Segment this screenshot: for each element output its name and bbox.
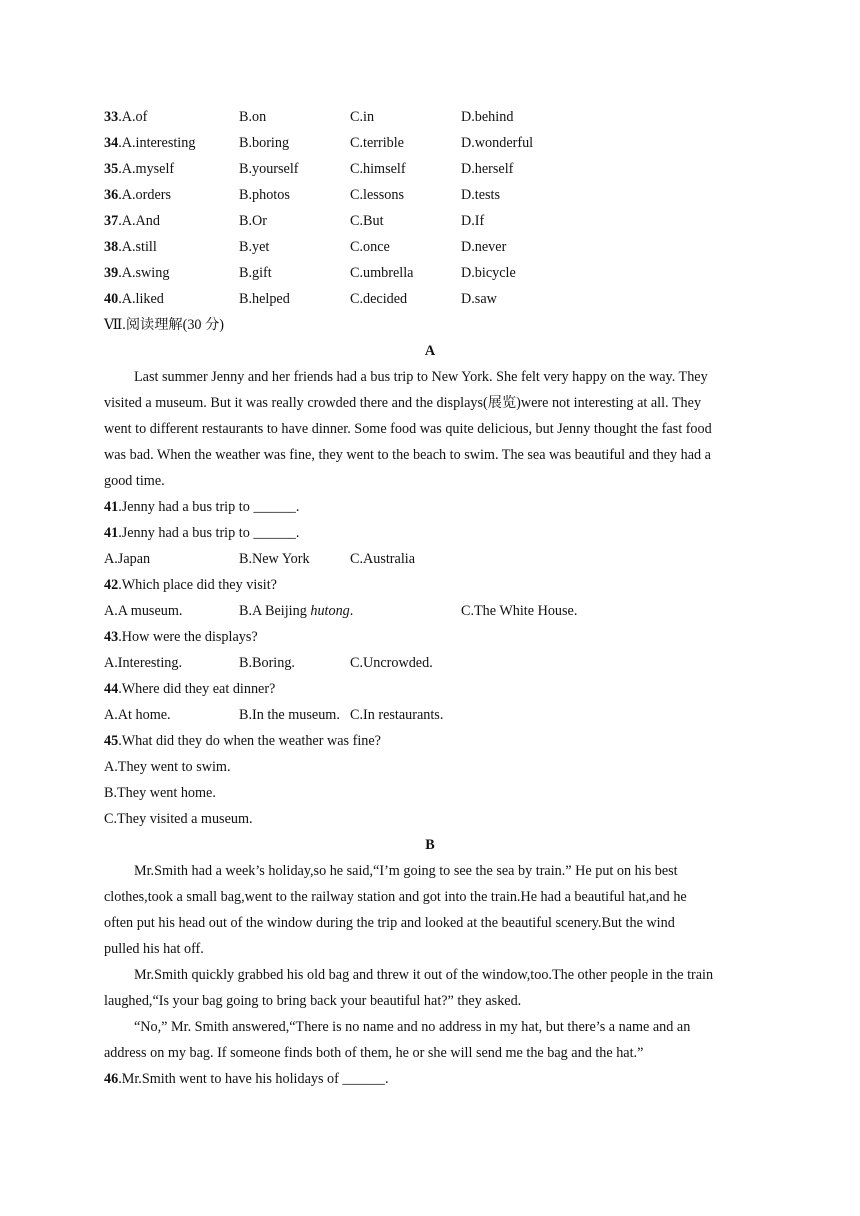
option-b-end: . <box>349 603 354 619</box>
passage-b-line: laughed,“Is your bag going to bring back your beautiful hat?” they asked. <box>104 993 522 1009</box>
question-text: .Mr.Smith went to have his holidays of ______. <box>118 1071 389 1087</box>
cloze-option-row <box>104 104 704 130</box>
question-text: .How were the displays? <box>118 629 258 645</box>
passage-b-line: address on my bag. If someone finds both of them, he or she will send me the bag and the hat.” <box>104 1045 644 1061</box>
passage-b-line: pulled his hat off. <box>104 941 204 957</box>
option-b: B.photos <box>239 187 290 203</box>
question-text: .Where did they eat dinner? <box>118 681 276 697</box>
question-number: 45 <box>104 733 119 749</box>
option-b: B.gift <box>239 265 272 281</box>
option-c: C.But <box>350 213 384 229</box>
option-a: A.They went to swim. <box>104 759 231 775</box>
passage-a-line: good time. <box>104 473 165 489</box>
question-43-options <box>104 650 704 676</box>
question-number: 44 <box>104 681 119 697</box>
question-number: 34 <box>104 135 119 151</box>
question-number: 46 <box>104 1071 119 1087</box>
passage-b-line: Mr.Smith had a week’s holiday,so he said,“I’m going to see the sea by train.” He put on his best <box>134 863 678 879</box>
option-c: C.They visited a museum. <box>104 811 253 827</box>
option-a: .A.myself <box>118 161 175 177</box>
question-number: 43 <box>104 629 119 645</box>
question-42-options <box>104 598 704 624</box>
option-c: C.decided <box>350 291 408 307</box>
option-a: .A.swing <box>118 265 170 281</box>
question-42 <box>104 572 277 598</box>
option-a: .A.interesting <box>118 135 196 151</box>
cloze-option-row <box>104 130 704 156</box>
option-c: C.umbrella <box>350 265 414 281</box>
question-44 <box>104 676 275 702</box>
passage-b-line: “No,” Mr. Smith answered,“There is no name and no address in my hat, but there’s a name and an <box>134 1019 691 1035</box>
passage-b-line: Mr.Smith quickly grabbed his old bag and threw it out of the window,too.The other people in the train <box>134 967 714 983</box>
passage-a-line: Last summer Jenny and her friends had a bus trip to New York. She felt very happy on the way. They <box>134 369 708 385</box>
option-b: B.New York <box>239 551 310 567</box>
option-c: C.terrible <box>350 135 404 151</box>
option-a: .A.And <box>118 213 160 229</box>
option-b-text: B.A Beijing <box>239 603 311 619</box>
question-text: .Which place did they visit? <box>118 577 277 593</box>
section-title: Ⅶ.阅读理解(30 分) <box>104 317 224 333</box>
option-a: .A.liked <box>118 291 164 307</box>
option-a: A.A museum. <box>104 603 183 619</box>
question-46 <box>104 1066 389 1092</box>
cloze-option-row <box>104 208 704 234</box>
option-d: D.bicycle <box>461 265 516 281</box>
option-a: .A.of <box>118 109 148 125</box>
question-number: 42 <box>104 577 119 593</box>
question-text: .What did they do when the weather was fine? <box>118 733 381 749</box>
question-number: 40 <box>104 291 119 307</box>
cloze-option-row <box>104 234 704 260</box>
option-a: .A.orders <box>118 187 171 203</box>
option-b <box>239 598 353 624</box>
passage-a-label: A <box>424 343 436 359</box>
option-d: D.tests <box>461 187 501 203</box>
question-text: .Jenny had a bus trip to ______. <box>118 499 300 515</box>
option-b: B.Boring. <box>239 655 295 671</box>
option-b: B.helped <box>239 291 290 307</box>
question-number: 37 <box>104 213 119 229</box>
option-d: D.never <box>461 239 507 255</box>
passage-a-line: was bad. When the weather was fine, they went to the beach to swim. The sea was beautiful and they had a <box>104 447 711 463</box>
question-number: 33 <box>104 109 119 125</box>
option-d: D.wonderful <box>461 135 534 151</box>
option-b: B.In the museum. <box>239 707 340 723</box>
cloze-option-row <box>104 286 704 312</box>
option-c: C.in <box>350 109 375 125</box>
option-c: C.lessons <box>350 187 404 203</box>
question-number: 39 <box>104 265 119 281</box>
option-a: .A.still <box>118 239 157 255</box>
question-text: .Jenny had a bus trip to ______. <box>118 525 300 541</box>
cloze-option-row <box>104 182 704 208</box>
option-a: A.Japan <box>104 551 151 567</box>
option-c: C.In restaurants. <box>350 707 444 723</box>
cloze-option-row <box>104 156 704 182</box>
question-43 <box>104 624 258 650</box>
passage-b-line: clothes,took a small bag,went to the railway station and got into the train.He had a beautiful hat,and he <box>104 889 687 905</box>
option-a: A.At home. <box>104 707 171 723</box>
question-41-repeat <box>104 520 299 546</box>
passage-a-line: went to different restaurants to have dinner. Some food was quite delicious, but Jenny thought the fast food <box>104 421 712 437</box>
passage-b-line: often put his head out of the window during the trip and looked at the beautiful scenery.But the wind <box>104 915 675 931</box>
option-c: C.Uncrowded. <box>350 655 433 671</box>
option-d: D.If <box>461 213 485 229</box>
passage-b-label: B <box>425 837 435 853</box>
option-c: C.The White House. <box>461 603 578 619</box>
option-b: B.Or <box>239 213 267 229</box>
question-41 <box>104 494 299 520</box>
question-number: 38 <box>104 239 119 255</box>
option-b: B.boring <box>239 135 290 151</box>
option-c: C.Australia <box>350 551 416 567</box>
question-45 <box>104 728 381 754</box>
option-b-italic: hutong <box>310 603 350 619</box>
option-b: B.on <box>239 109 267 125</box>
passage-a-line: visited a museum. But it was really crowded there and the displays(展览)were not interesting at all. They <box>104 395 702 411</box>
question-44-options <box>104 702 704 728</box>
option-b: B.yet <box>239 239 270 255</box>
option-a: A.Interesting. <box>104 655 183 671</box>
cloze-option-row <box>104 260 704 286</box>
question-number: 41 <box>104 525 119 541</box>
option-d: D.saw <box>461 291 497 307</box>
option-d: D.herself <box>461 161 514 177</box>
option-d: D.behind <box>461 109 514 125</box>
question-41-options <box>104 546 704 572</box>
question-number: 41 <box>104 499 119 515</box>
question-number: 35 <box>104 161 119 177</box>
option-c: C.once <box>350 239 390 255</box>
option-b: B.yourself <box>239 161 299 177</box>
option-c: C.himself <box>350 161 406 177</box>
option-b: B.They went home. <box>104 785 216 801</box>
question-number: 36 <box>104 187 119 203</box>
